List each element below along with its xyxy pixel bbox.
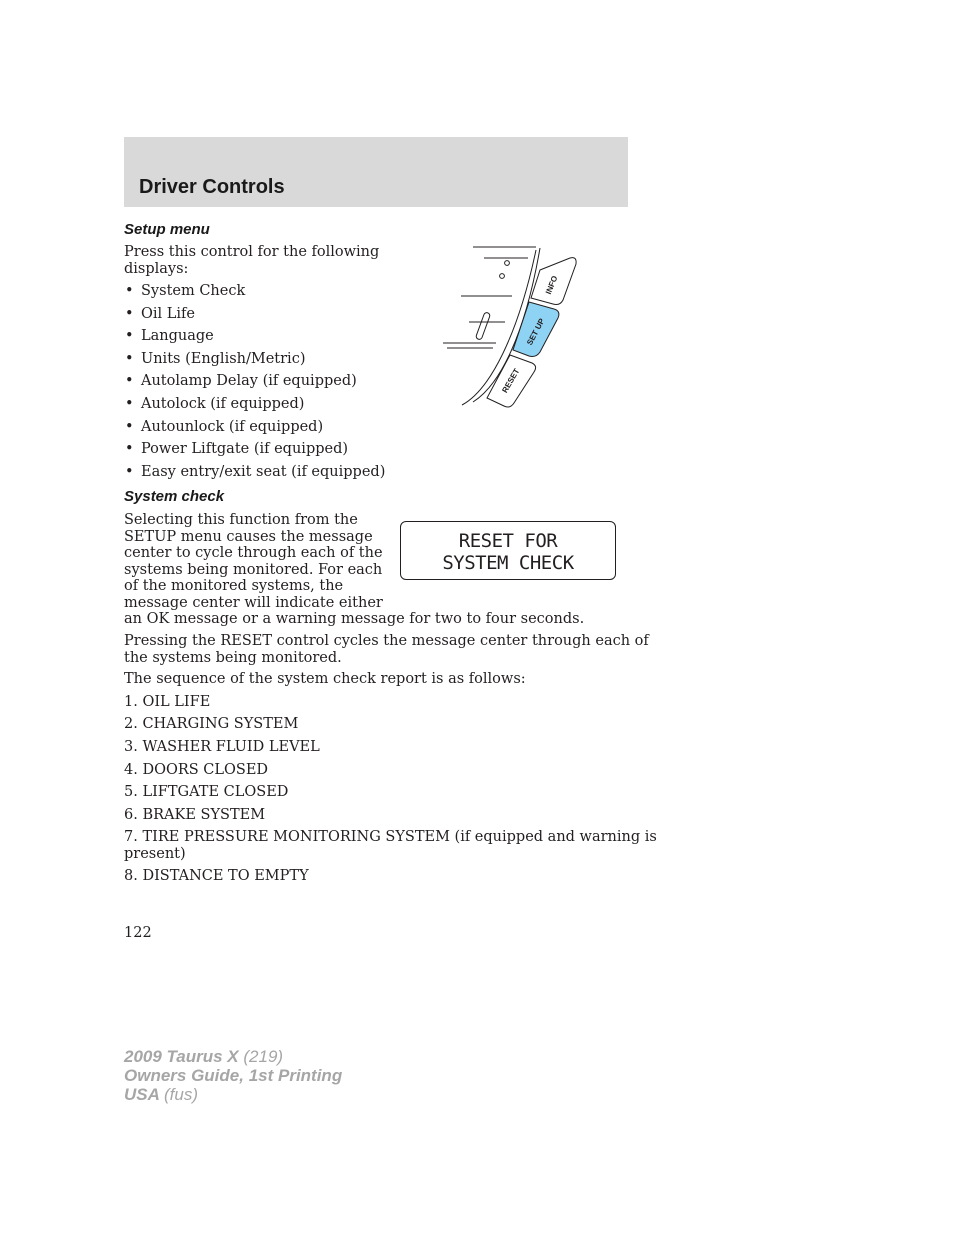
bullet-icon: • (125, 418, 134, 435)
bullet-icon: • (125, 441, 134, 458)
footer-line-2: Owners Guide, 1st Printing (124, 1066, 343, 1085)
sequence-item: 3. WASHER FLUID LEVEL (124, 739, 320, 755)
sequence-item: 8. DISTANCE TO EMPTY (124, 868, 309, 884)
sequence-item: 1. OIL LIFE (124, 694, 211, 710)
reset-paragraph (124, 633, 649, 666)
list-item (124, 349, 385, 372)
para-line: an OK message or a warning message for two to four seconds. (124, 611, 585, 627)
list-item (124, 304, 385, 327)
footer-market: USA (124, 1085, 160, 1104)
list-item-text: Power Liftgate (if equipped) (141, 441, 349, 458)
intro-line-2: displays: (124, 260, 189, 277)
para-line: the systems being monitored. (124, 649, 342, 666)
bullet-icon: • (125, 395, 134, 412)
reset-button-label: RESET (500, 366, 522, 395)
sequence-item: 2. CHARGING SYSTEM (124, 716, 299, 732)
list-item-text: System Check (141, 283, 246, 299)
list-item-text: Easy entry/exit seat (if equipped) (141, 463, 386, 480)
para-line: of the monitored systems, the (124, 578, 344, 594)
list-item-text: Autolock (if equipped) (141, 395, 305, 412)
footer-model-code: (219) (243, 1047, 284, 1066)
list-item-text: Language (141, 328, 214, 345)
bullet-icon: • (125, 328, 134, 345)
info-button[interactable] (531, 258, 576, 305)
sequence-line: present) (124, 845, 186, 862)
sequence-item: 6. BRAKE SYSTEM (124, 807, 266, 823)
display-line-2: SYSTEM CHECK (442, 552, 574, 574)
setup-menu-heading: Setup menu (124, 221, 210, 238)
page-number: 122 (124, 925, 152, 941)
list-item (124, 326, 385, 349)
list-item (124, 462, 385, 485)
sequence-intro: The sequence of the system check report is as follows: (124, 671, 526, 687)
document-footer (124, 1047, 342, 1104)
sequence-item (124, 829, 657, 862)
footer-model: 2009 Taurus X (124, 1047, 239, 1066)
intro-line-1: Press this control for the following (124, 244, 380, 260)
setup-button-label: SET UP (525, 316, 547, 347)
footer-market-code: (fus) (164, 1085, 198, 1104)
system-check-heading: System check (124, 488, 225, 505)
footer-line-1 (124, 1047, 342, 1066)
setup-menu-intro (124, 244, 379, 277)
list-item (124, 394, 385, 417)
list-item (124, 417, 385, 440)
sequence-item: 5. LIFTGATE CLOSED (124, 784, 289, 800)
para-line: Selecting this function from the (124, 512, 358, 528)
para-line: SETUP menu causes the message (124, 528, 373, 545)
bullet-icon: • (125, 463, 134, 480)
section-title: Driver Controls (139, 176, 285, 198)
info-button-label: INFO (543, 274, 560, 296)
para-line: message center will indicate either (124, 594, 383, 611)
bullet-icon: • (125, 305, 134, 322)
list-item-text: Autolamp Delay (if equipped) (141, 373, 357, 390)
list-item-text: Units (English/Metric) (141, 350, 306, 367)
display-line-1: RESET FOR (458, 530, 558, 552)
bullet-icon: • (125, 373, 134, 390)
sequence-line: 7. TIRE PRESSURE MONITORING SYSTEM (if equipped and warning is (124, 829, 657, 845)
para-line: systems being monitored. For each (124, 561, 383, 578)
list-item-text: Autounlock (if equipped) (141, 418, 324, 435)
list-item (124, 281, 385, 304)
para-line: center to cycle through each of the (124, 545, 383, 561)
list-item (124, 371, 385, 394)
list-item (124, 439, 385, 462)
message-center-controls-illustration (440, 240, 590, 410)
bullet-icon: • (125, 350, 134, 367)
message-center-display (400, 521, 616, 580)
para-line: Pressing the RESET control cycles the message center through each of (124, 633, 649, 649)
footer-line-3 (124, 1085, 342, 1104)
setup-menu-list (124, 281, 385, 484)
list-item-text: Oil Life (141, 305, 195, 322)
sequence-item: 4. DOORS CLOSED (124, 762, 269, 778)
bullet-icon: • (125, 283, 134, 299)
